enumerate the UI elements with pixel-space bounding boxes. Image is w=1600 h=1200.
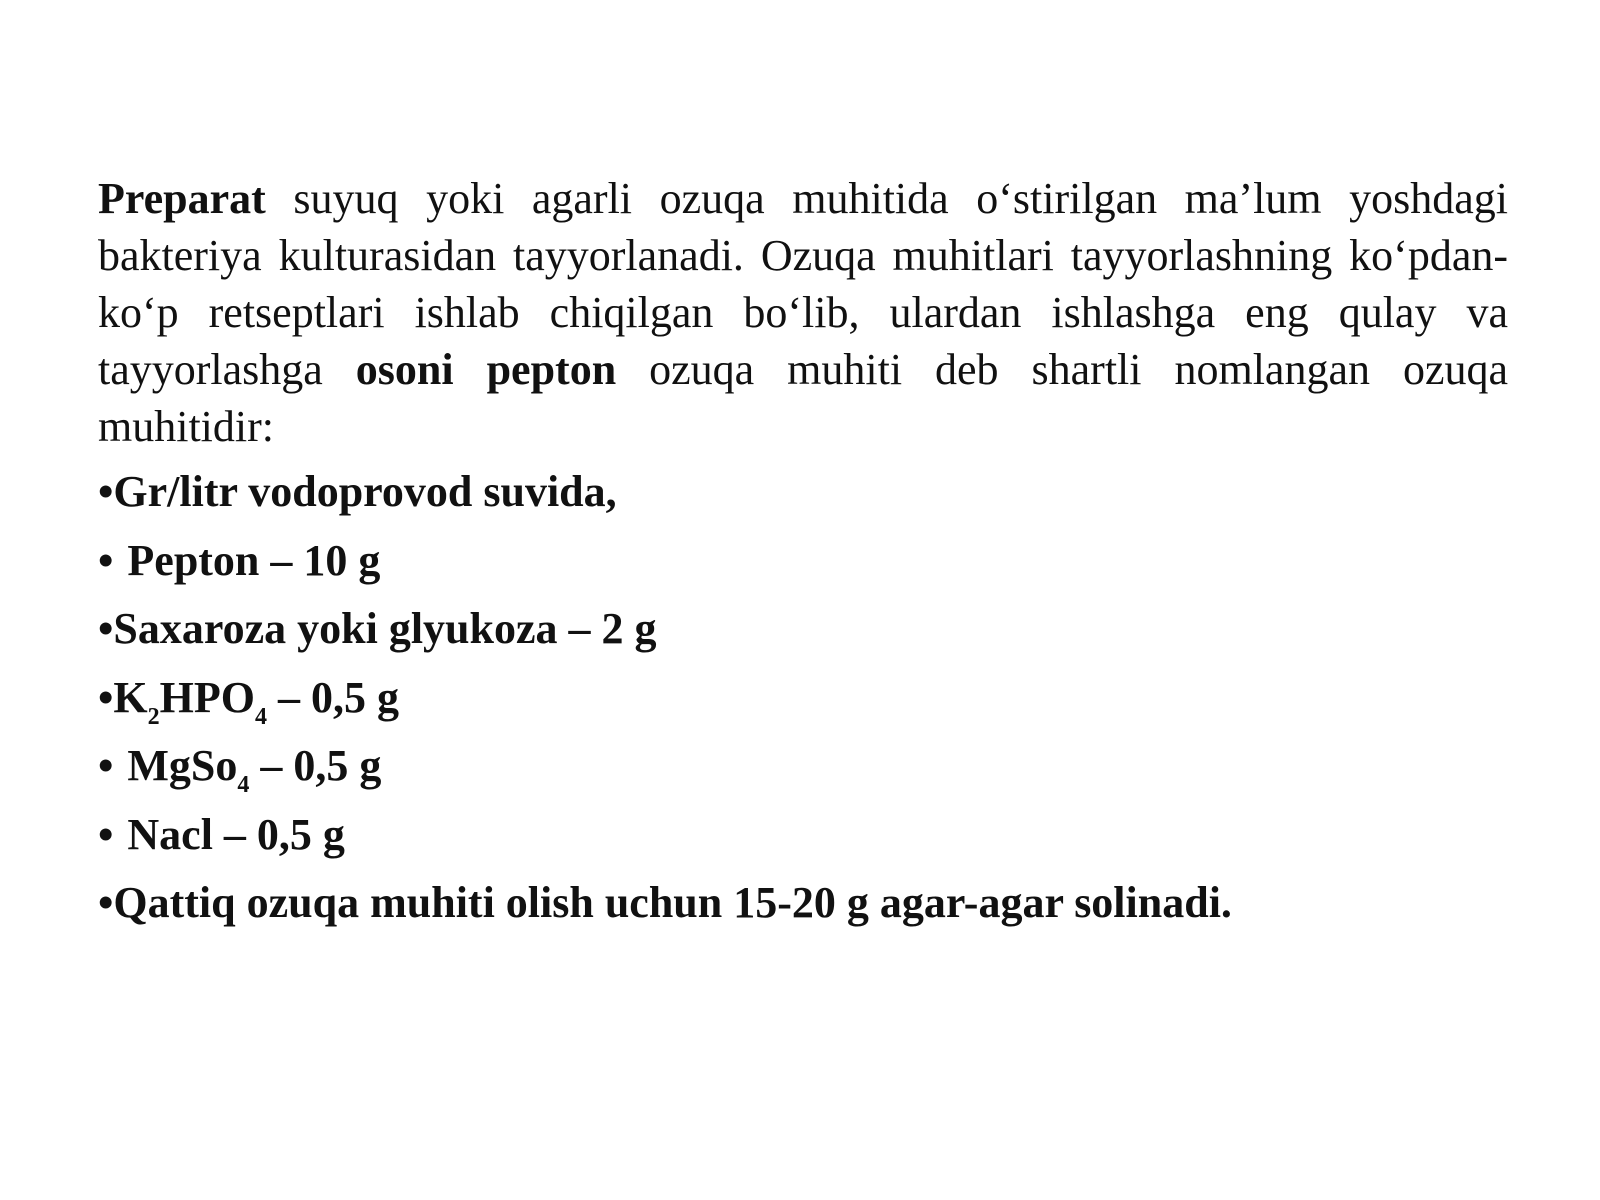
formula-part: HPO bbox=[159, 672, 255, 722]
list-item-pepton bbox=[98, 527, 1518, 596]
bullet-icon: • bbox=[98, 604, 114, 653]
ingredients-list bbox=[98, 458, 1518, 938]
list-item-sugar bbox=[98, 595, 1518, 664]
formula-amount: – 0,5 g bbox=[266, 672, 399, 722]
intro-emphasis: osoni pepton bbox=[355, 345, 617, 394]
list-item-water bbox=[98, 458, 1518, 527]
formula-subscript: 4 bbox=[237, 772, 250, 798]
bullet-icon: • bbox=[98, 535, 114, 585]
formula-subscript: 4 bbox=[254, 703, 267, 730]
formula-part: K bbox=[113, 672, 148, 722]
intro-text-part1: suyuq yoki agarli ozuqa muhitida o‘stirilgan ma’lum yoshdagi bakteriya kulturasidan tayyorlanadi. Ozuqa muhitlari tayyorlashning ko‘pdan-ko‘p retseptlari ishlab chiqilgan bo‘lib, ulardan ishlashga eng qulay va tayyorlashga bbox=[98, 174, 1508, 394]
bullet-icon: • bbox=[98, 809, 114, 859]
list-item-mgso4 bbox=[98, 732, 1518, 801]
bullet-icon: • bbox=[98, 467, 114, 516]
intro-text-part2: ozuqa muhiti deb shartli nomlangan ozuqa muhitidir: bbox=[98, 345, 1509, 451]
intro-paragraph bbox=[98, 170, 1508, 455]
list-item-k2hpo4 bbox=[98, 664, 1518, 733]
bullet-icon: • bbox=[98, 878, 114, 927]
list-item-text: Pepton – 10 g bbox=[127, 535, 381, 585]
list-item-text: Gr/litr vodoprovod suvida, bbox=[113, 467, 617, 516]
list-item-text: Nacl – 0,5 g bbox=[127, 809, 345, 859]
intro-term: Preparat bbox=[98, 174, 266, 223]
list-item-agar bbox=[98, 869, 1518, 938]
list-item-text: Qattiq ozuqa muhiti olish uchun 15-20 g agar-agar solinadi. bbox=[113, 878, 1232, 927]
formula-part: MgSo bbox=[127, 741, 238, 790]
bullet-icon: • bbox=[98, 672, 114, 722]
bullet-icon: • bbox=[98, 741, 114, 790]
list-item-text: Saxaroza yoki glyukoza – 2 g bbox=[113, 604, 657, 653]
list-item-nacl bbox=[98, 801, 1518, 870]
formula-amount: – 0,5 g bbox=[249, 741, 382, 790]
list-item-text bbox=[127, 741, 382, 798]
list-item-text bbox=[113, 672, 399, 730]
formula-subscript: 2 bbox=[147, 703, 160, 730]
